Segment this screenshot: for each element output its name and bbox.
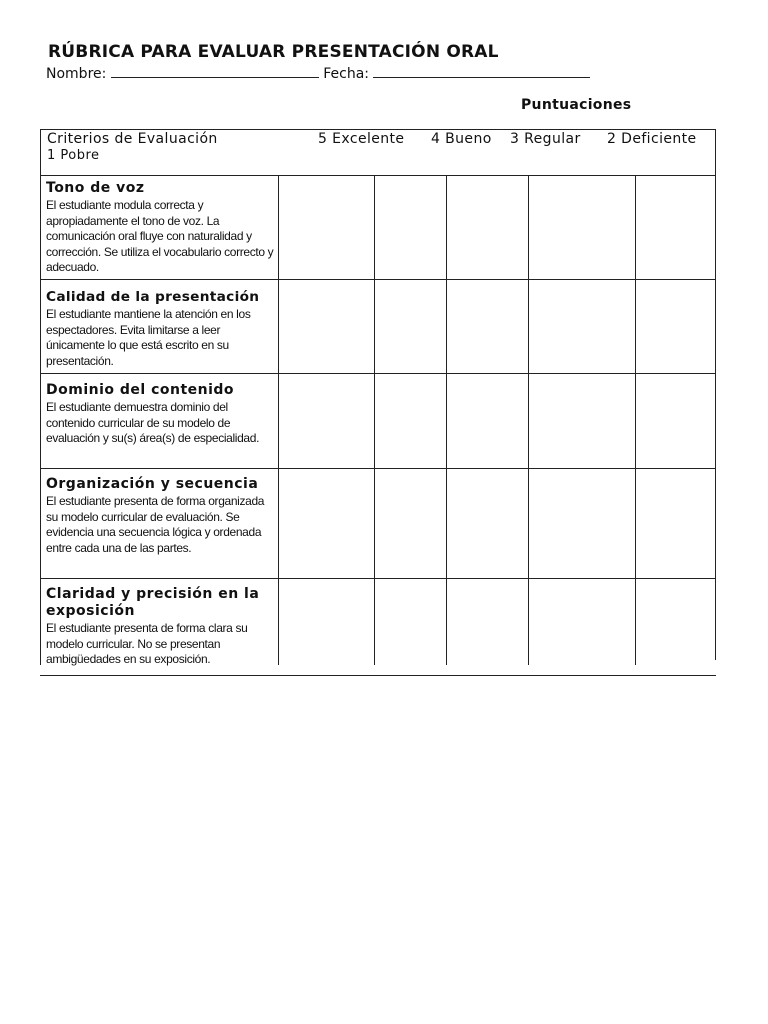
table-left-border — [40, 129, 41, 665]
criterion-dominio-contenido — [46, 382, 278, 447]
name-label: Nombre: — [46, 66, 107, 82]
table-right-border — [715, 129, 716, 660]
document-title: RÚBRICA PARA EVALUAR PRESENTACIÓN ORAL — [48, 42, 499, 62]
table-bottom-border — [40, 675, 716, 676]
row-divider — [40, 468, 716, 469]
score-header-deficiente: 2 Deficiente — [607, 131, 697, 147]
student-info-line — [46, 64, 590, 82]
row-divider — [40, 578, 716, 579]
criterion-description: El estudiante presenta de forma clara su modelo curricular. No se presentan ambigüedades en su exposición. — [46, 621, 248, 667]
score-header-regular: 3 Regular — [510, 131, 581, 147]
row-divider — [40, 175, 716, 176]
name-field[interactable] — [111, 64, 319, 78]
criterion-title: Claridad y precisión en la exposición — [46, 586, 260, 619]
criteria-column-header: Criterios de Evaluación — [47, 131, 218, 147]
criterion-description: El estudiante presenta de forma organizada su modelo curricular de evaluación. Se evidencia una secuencia lógica y ordenada entre cada una de las partes. — [46, 494, 265, 555]
table-top-border — [40, 129, 716, 130]
score-header-excelente: 5 Excelente — [318, 131, 405, 147]
criterion-description: El estudiante modula correcta y apropiadamente el tono de voz. La comunicación oral fluye con naturalidad y corrección. Se utiliza el vocabulario correcto y adecuado. — [46, 198, 274, 275]
row-divider — [40, 373, 716, 374]
column-divider — [635, 175, 636, 665]
criterion-title: Tono de voz — [46, 180, 145, 196]
criterion-title: Calidad de la presentación — [46, 289, 260, 305]
column-divider — [446, 175, 447, 665]
criterion-title: Dominio del contenido — [46, 382, 235, 398]
column-divider — [278, 175, 279, 665]
criterion-description: El estudiante mantiene la atención en los espectadores. Evita limitarse a leer únicamente lo que está escrito en su presentación. — [46, 307, 251, 368]
score-header-pobre: 1 Pobre — [47, 148, 100, 163]
scores-heading: Puntuaciones — [521, 97, 632, 113]
criterion-description: El estudiante demuestra dominio del contenido curricular de su modelo de evaluación y su(s) área(s) de especialidad. — [46, 400, 260, 446]
date-field[interactable] — [373, 64, 590, 78]
date-label: Fecha: — [323, 66, 370, 82]
criterion-tono-de-voz — [46, 180, 278, 276]
column-divider — [374, 175, 375, 665]
criterion-claridad-precision — [46, 586, 278, 668]
score-header-bueno: 4 Bueno — [431, 131, 492, 147]
criterion-calidad-presentacion — [46, 289, 278, 369]
criterion-organizacion-secuencia — [46, 476, 278, 556]
criterion-title: Organización y secuencia — [46, 476, 259, 492]
column-divider — [528, 175, 529, 665]
row-divider — [40, 279, 716, 280]
